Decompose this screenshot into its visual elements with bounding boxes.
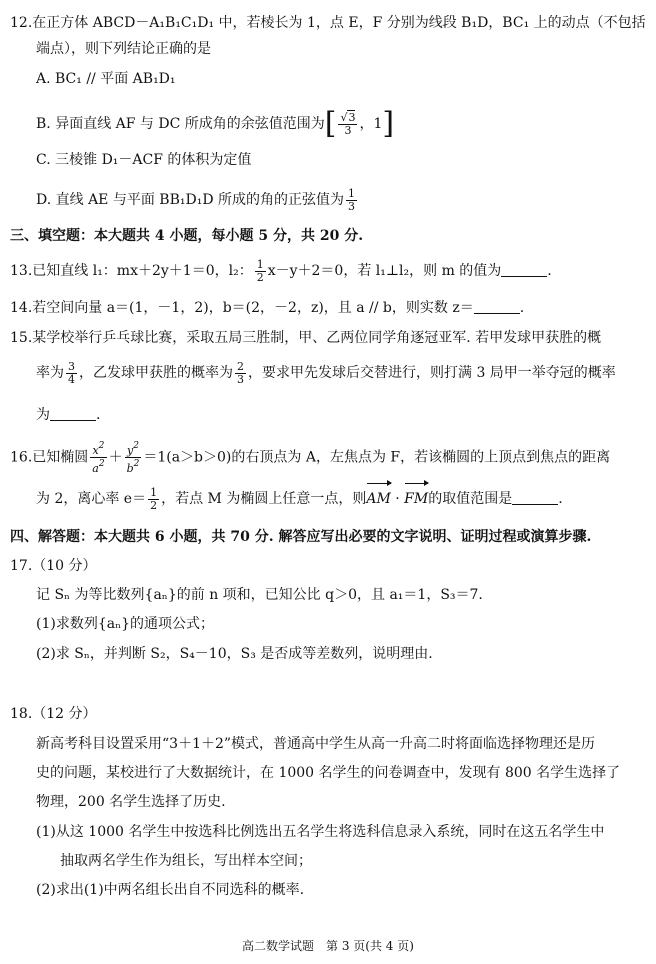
q15-line3-text: 为	[36, 407, 50, 423]
q12-option-d	[36, 185, 656, 215]
q12-option-b-text: B. 异面直线 AF 与 DC 所成角的余弦值范围为	[36, 116, 325, 132]
q16-ecc-den: 2	[150, 498, 158, 512]
q13-fraction-den: 2	[256, 270, 264, 284]
q12-option-d-fraction	[346, 188, 357, 213]
q15-fraction-1	[66, 361, 77, 386]
q14	[10, 298, 656, 318]
q12-option-b	[36, 107, 656, 141]
q12-option-d-denominator: 3	[348, 199, 356, 213]
section-3-heading: 三、填空题：本大题共 4 小题，每小题 5 分，共 20 分.	[10, 228, 364, 244]
q18-line2: 史的问题，某校进行了大数据统计，在 1000 名学生的问卷调查中，发现有 800 名学生选择了	[36, 765, 621, 781]
q12-option-b-fraction	[338, 112, 357, 137]
q16-line1: 16.已知椭圆 $\frac{x^2}{a^2}$ ＋ $\frac{y^2}{b^2}$ ＝1(a＞b＞0)的右顶点为 A，左焦点为 F，若该椭圆的上顶点到焦点的距离	[10, 441, 611, 475]
q17-part1: (1)求数列{aₙ}的通项公式；	[36, 616, 215, 632]
q16-answer-blank[interactable]	[512, 490, 558, 505]
section-4-heading: 四、解答题：本大题共 6 小题，共 70 分. 解答应写出必要的文字说明、证明过程或演算步骤.	[10, 529, 592, 545]
q13-text-mid: x－y＋2＝0，若 l₁⊥l₂，则 m 的值为	[267, 263, 502, 279]
q13-fraction	[255, 259, 266, 284]
q13-answer-blank[interactable]	[501, 262, 547, 277]
q12-option-b-tail: ，1	[359, 116, 383, 132]
q13	[10, 256, 656, 286]
q17-part2: (2)求 Sₙ，并判断 S₂，S₄－10，S₃ 是否成等差数列，说明理由.	[36, 646, 433, 662]
q12-option-b-numerator: 3	[348, 110, 356, 124]
q12-option-d-numerator: 1	[348, 186, 356, 200]
q16-line2-c: 的取值范围是	[428, 491, 513, 507]
q13-text-pre: 13.已知直线 l₁：mx＋2y＋1＝0，l₂：	[10, 263, 253, 279]
q12-option-b-denominator: 3	[344, 123, 352, 137]
q18-part1-line2: 抽取两名学生作为组长，写出样本空间；	[60, 853, 312, 869]
q13-end: .	[547, 263, 552, 279]
q15-fraction-2	[235, 361, 246, 386]
q18-heading: 18.（12 分）	[10, 706, 97, 722]
q15-line1: 15.某学校举行乒乓球比赛，采取五局三胜制，甲、乙两位同学角逐冠亚军. 若甲发球甲获胜的概	[10, 330, 602, 346]
q16-line1-a: 16.已知椭圆	[10, 449, 89, 466]
q15-fraction-2-den: 3	[237, 372, 244, 386]
q15-line2-c: ，要求甲先发球后交替进行，则打满 3 局甲一举夺冠的概率	[248, 365, 616, 381]
vector-fm: FM	[404, 484, 428, 514]
q16-ecc-num: 1	[150, 485, 158, 499]
q15-fraction-1-num: 3	[68, 359, 75, 373]
sqrt-icon: √3	[340, 110, 356, 124]
q15-line2	[36, 358, 656, 388]
q18-part1-line1: (1)从这 1000 名学生中按选科比例选出五名学生将选科信息录入系统，同时在这五名学生中	[36, 824, 605, 840]
q18-line1: 新高考科目设置采用“3＋1＋2”模式，普通高中学生从高一升高二时将面临选择物理还是历	[36, 736, 596, 752]
q16-eccentricity-fraction	[148, 487, 159, 512]
ellipse-equation-x-term: $\frac{x^2}{a^2}$	[92, 441, 105, 475]
q18-part2: (2)求出(1)中两名组长出自不同选科的概率.	[36, 882, 305, 898]
q16-line1-b: ＝1(a＞b＞0)的右顶点为 A，左焦点为 F，若该椭圆的上顶点到焦点的距离	[143, 449, 611, 466]
q18-line3: 物理，200 名学生选择了历史.	[36, 794, 226, 810]
q16-line2	[36, 484, 656, 514]
q15-fraction-2-num: 2	[237, 359, 244, 373]
right-bracket-icon: ]	[382, 106, 395, 141]
q14-end: .	[519, 300, 525, 316]
ellipse-equation-y-term: $\frac{y^2}{b^2}$	[126, 441, 140, 475]
q12-line1: 12.在正方体 ABCD－A₁B₁C₁D₁ 中，若棱长为 1，点 E，F 分别为线段 B₁D，BC₁ 上的动点（不包括	[10, 15, 646, 31]
q15-answer-blank[interactable]	[50, 406, 96, 421]
q13-fraction-num: 1	[256, 257, 264, 271]
q17-line1: 记 Sₙ 为等比数列{aₙ}的前 n 项和，已知公比 q＞0，且 a₁＝1，S₃＝7.	[36, 587, 483, 603]
q16-end: .	[558, 491, 563, 507]
dot-product-operator: ·	[390, 491, 405, 507]
left-bracket-icon: [	[324, 106, 337, 141]
q12-option-d-text: D. 直线 AE 与平面 BB₁D₁D 所成的角的正弦值为	[36, 192, 345, 208]
q16-line2-b: ，若点 M 为椭圆上任意一点，则	[161, 491, 367, 507]
q14-answer-blank[interactable]	[474, 299, 520, 314]
vector-am: AM	[366, 484, 390, 514]
q15-fraction-1-den: 4	[68, 372, 75, 386]
q15-end: .	[96, 407, 101, 423]
q16-line2-a: 为 2，离心率 e＝	[36, 491, 147, 507]
q15-line2-a: 率为	[36, 365, 64, 381]
q14-text: 14.若空间向量 a＝(1，－1，2)，b＝(2，－2，z)，且 a // b，则实数 z＝	[10, 300, 474, 316]
q12-line2: 端点），则下列结论正确的是	[36, 41, 211, 57]
q15-line2-b: ，乙发球甲获胜的概率为	[79, 365, 233, 381]
q12-option-a: A. BC₁ // 平面 AB₁D₁	[36, 71, 176, 87]
q15-line3	[36, 405, 656, 425]
q12-option-c: C. 三棱锥 D₁－ACF 的体积为定值	[36, 152, 252, 168]
page-footer: 高二数学试题 第 3 页(共 4 页)	[242, 939, 414, 953]
q17-heading: 17.（10 分）	[10, 558, 97, 574]
